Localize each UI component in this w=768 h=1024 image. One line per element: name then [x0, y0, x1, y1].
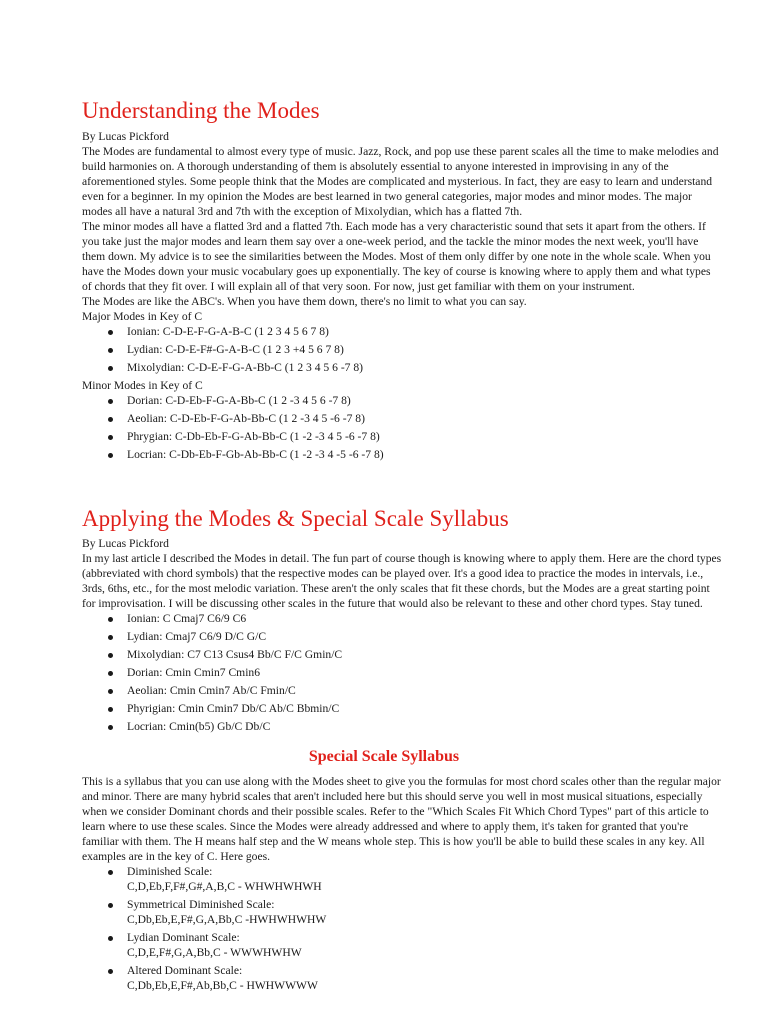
scale-name: Altered Dominant Scale: — [127, 964, 243, 977]
article-title-understanding-modes: Understanding the Modes — [82, 98, 320, 123]
scale-list — [82, 864, 722, 993]
list-item: Ionian: C-D-E-F-G-A-B-C (1 2 3 4 5 6 7 8) — [127, 324, 722, 339]
paragraph: The Modes are like the ABC's. When you have them down, there's no limit to what you can say. — [82, 295, 527, 308]
scale-notes: C,D,E,F#,G,A,Bb,C - WWWHWHW — [127, 946, 302, 959]
scale-notes: C,D,Eb,F,F#,G#,A,B,C - WHWHWHWH — [127, 880, 322, 893]
list-item: Dorian: C-D-Eb-F-G-A-Bb-C (1 2 -3 4 5 6 -7 8) — [127, 393, 722, 408]
major-modes-list — [82, 324, 722, 375]
list-item: Aeolian: C-D-Eb-F-G-Ab-Bb-C (1 2 -3 4 5 -6 -7 8) — [127, 411, 722, 426]
list-item: Dorian: Cmin Cmin7 Cmin6 — [127, 665, 722, 680]
list-item: Lydian: C-D-E-F#-G-A-B-C (1 2 3 +4 5 6 7 8) — [127, 342, 722, 357]
scale-notes: C,Db,Eb,E,F#,G,A,Bb,C -HWHWHWHW — [127, 913, 327, 926]
paragraph: The Modes are fundamental to almost every type of music. Jazz, Rock, and pop use these parent scales all the time to make melodies and build harmonies on. A thorough understanding of them is absolutely essential to anyone interested in improvising in any of the aforementioned styles. Some people think that the Modes are complicated and mysterious. In fact, they are easy to learn and understand even for a beginner. In my opinion the Modes are best learned in two general categories, major modes and minor modes. The major modes all have a natural 3rd and 7th with the exception of Mixolydian, which has a flatted 7th. — [82, 145, 719, 218]
scale-name: Diminished Scale: — [127, 865, 213, 878]
list-item — [127, 963, 722, 993]
paragraph: In my last article I described the Modes in detail. The fun part of course though is knowing where to apply them. Here are the chord types (abbreviated with chord symbols) that the respective modes can be played over. It's a good idea to practice the modes in intervals, i.e., 3rds, 6ths, etc., for the most melodic variation. These aren't the only scales that fit these chords, but the Modes are a great starting point for improvisation. I will be discussing other scales in the future that would also be relevant to these and other chord types. Stay tuned. — [82, 552, 722, 610]
list-item: Lydian: Cmaj7 C6/9 D/C G/C — [127, 629, 722, 644]
paragraph: The minor modes all have a flatted 3rd and a flatted 7th. Each mode has a very characteristic sound that sets it apart from the others. If you take just the major modes and learn them say over a one-week period, and the tackle the minor modes the next week, you'll have them down. My advice is to see the similarities between the Modes. Most of them only differ by one note in the whole scale. When you have the Modes down your music vocabulary goes up exponentially. The key of course is knowing where to apply them and what types of chords that they fit over. I will explain all of that very soon. For now, just get familiar with them on your instrument. — [82, 220, 711, 293]
list-item: Mixolydian: C-D-E-F-G-A-Bb-C (1 2 3 4 5 6 -7 8) — [127, 360, 722, 375]
article-2-body — [82, 536, 722, 737]
byline: By Lucas Pickford — [82, 130, 169, 143]
list-item: Phrygian: C-Db-Eb-F-G-Ab-Bb-C (1 -2 -3 4 5 -6 -7 8) — [127, 429, 722, 444]
list-item: Phyrigian: Cmin Cmin7 Db/C Ab/C Bbmin/C — [127, 701, 722, 716]
list-item: Aeolian: Cmin Cmin7 Ab/C Fmin/C — [127, 683, 722, 698]
article-title-applying-modes: Applying the Modes & Special Scale Syllabus — [82, 506, 509, 531]
scale-name: Symmetrical Diminished Scale: — [127, 898, 275, 911]
list-item: Mixolydian: C7 C13 Csus4 Bb/C F/C Gmin/C — [127, 647, 722, 662]
list-item — [127, 930, 722, 960]
article-1-body — [82, 129, 722, 465]
section-title-special-scale-syllabus: Special Scale Syllabus — [308, 748, 460, 765]
scale-name: Lydian Dominant Scale: — [127, 931, 240, 944]
list-item: Locrian: C-Db-Eb-F-Gb-Ab-Bb-C (1 -2 -3 4 -5 -6 -7 8) — [127, 447, 722, 462]
list-item: Ionian: C Cmaj7 C6/9 C6 — [127, 611, 722, 626]
list-item — [127, 864, 722, 894]
chord-types-list — [82, 611, 722, 734]
list-item — [127, 897, 722, 927]
list-item: Locrian: Cmin(b5) Gb/C Db/C — [127, 719, 722, 734]
byline: By Lucas Pickford — [82, 537, 169, 550]
minor-modes-list — [82, 393, 722, 462]
syllabus-body — [82, 774, 722, 996]
major-modes-heading: Major Modes in Key of C — [82, 310, 203, 323]
scale-notes: C,Db,Eb,E,F#,Ab,Bb,C - HWHWWWW — [127, 979, 318, 992]
minor-modes-heading: Minor Modes in Key of C — [82, 379, 203, 392]
paragraph: This is a syllabus that you can use along with the Modes sheet to give you the formulas for most chord scales other than the regular major and minor. There are many hybrid scales that aren't included here but this should serve you well in most musical situations, especially when we consider Dominant chords and their possible scales. Refer to the "Which Scales Fit Which Chord Types" part of this article to learn where to use these scales. Since the Modes were already addressed and where to apply them, it's taken for granted that you're familiar with them. The H means half step and the W means whole step. This is how you'll be able to build these scales in any key. All examples are in the key of C. Here goes. — [82, 775, 721, 863]
